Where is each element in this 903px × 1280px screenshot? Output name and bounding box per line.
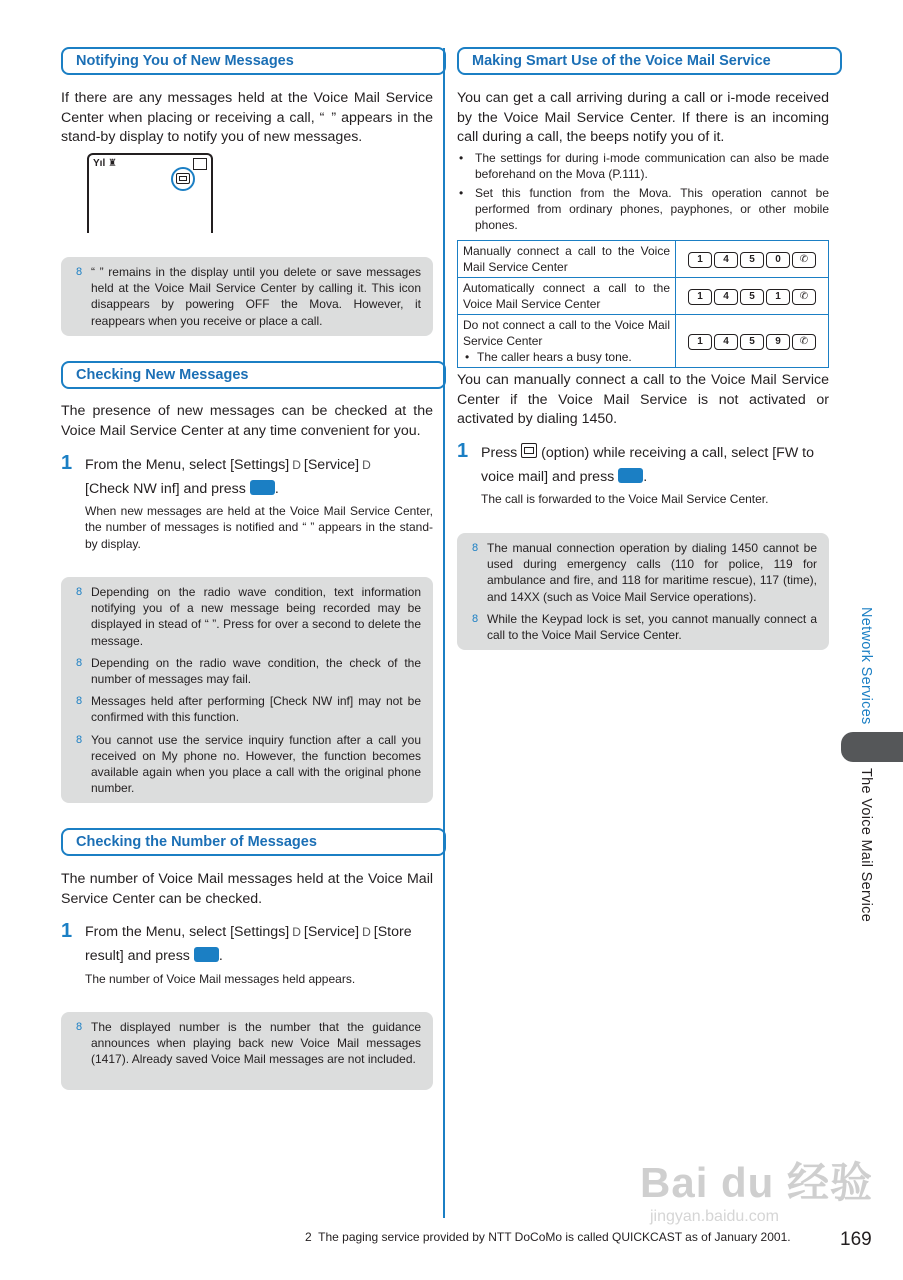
baidu-watermark-logo: Bai du 经验 — [640, 1159, 874, 1206]
call-key-icon: ✆ — [792, 334, 816, 350]
side-label-chapter: The Voice Mail Service — [858, 768, 874, 923]
key-1: 1 — [688, 252, 712, 268]
key-1: 1 — [688, 289, 712, 305]
arrow-icon: D — [362, 458, 371, 472]
notifying-body: If there are any messages held at the Voice Mail Service Center when placing or receiving a call, “ ” appears in the stand-by display to notify you of new messages. — [61, 90, 433, 146]
table-row — [458, 315, 829, 368]
note-item: 8 Depending on the radio wave condition, text information notifying you of a new message being recorded may be displayed in stead of “ ”. Press for over a second to delete the message. — [76, 585, 421, 648]
step-number: 1 — [457, 440, 469, 462]
table-cell-keys — [676, 278, 829, 315]
table-cell-keys — [676, 315, 829, 368]
note-item: 8 You cannot use the service inquiry function after a call you received on My phone no. However, the function becomes available again when you place a call with the original phone number. — [76, 732, 421, 796]
note-marker-icon: 8 — [76, 1021, 83, 1033]
table-row — [458, 241, 829, 278]
table-cell-keys — [676, 241, 829, 278]
note-marker-icon: 8 — [76, 266, 83, 278]
note-box-checking-new — [61, 577, 433, 803]
table-cell-label: Do not connect a call to the Voice Mail Service Center • The caller hears a busy tone. — [458, 315, 676, 368]
call-key-icon: ✆ — [792, 252, 816, 268]
step-note: The call is forwarded to the Voice Mail Service Center. — [481, 492, 769, 506]
key-0: 0 — [766, 252, 790, 268]
footnote — [305, 1230, 791, 1244]
bullet-item: • Set this function from the Mova. This operation cannot be performed from ordinary phones, payphones, or other mobile phones. — [459, 186, 829, 233]
step-instruction: From the Menu, select [Settings] D [Service] D [Check NW inf] and press . — [85, 454, 433, 501]
bullet-icon: • — [459, 186, 464, 200]
section-heading-smart-use: Making Smart Use of the Voice Mail Service — [457, 47, 842, 75]
step-note: When new messages are held at the Voice Mail Service Center, the number of messages is notified and “ ” appears in the stand-by display. — [85, 504, 433, 551]
standby-display-illustration — [87, 153, 213, 233]
note-box-notifying — [61, 257, 433, 336]
step-instruction: From the Menu, select [Settings] D [Service] D [Store result] and press . — [85, 924, 412, 964]
section-heading-checking-new: Checking New Messages — [61, 361, 446, 389]
note-marker-icon: 8 — [76, 586, 83, 598]
manual-connect-body: You can manually connect a call to the Voice Mail Service Center if the Voice Mail Service is not activated or activated by dialing 1450. — [457, 372, 829, 428]
select-key-icon — [250, 480, 275, 495]
key-1: 1 — [688, 334, 712, 350]
table-cell-label: Manually connect a call to the Voice Mail Service Center — [458, 241, 676, 278]
message-icon — [176, 173, 190, 184]
settings-table — [457, 240, 829, 368]
note-item: 8 Depending on the radio wave condition, the check of the number of messages may fail. — [76, 655, 421, 687]
select-key-icon — [618, 468, 643, 483]
note-marker-icon: 8 — [76, 733, 83, 746]
baidu-watermark-url: jingyan.baidu.com — [650, 1208, 779, 1225]
table-row — [458, 278, 829, 315]
arrow-icon: D — [292, 458, 301, 472]
note-item: 8 The displayed number is the number that the guidance announces when playing back new Voice Mail messages (1417). Already saved Voice Mail messages are not included. — [76, 1020, 421, 1067]
note-item: 8 The manual connection operation by dialing 1450 cannot be used during emergency calls (110 for police, 119 for ambulance and fire, and 118 for maritime rescue), 117 (time), and 14XX (such as Voice Mail Service operations). — [472, 541, 817, 604]
key-4: 4 — [714, 252, 738, 268]
column-divider — [443, 48, 445, 1218]
key-4: 4 — [714, 289, 738, 305]
step-note: The number of Voice Mail messages held appears. — [85, 972, 356, 986]
select-key-icon — [194, 947, 219, 962]
step-number: 1 — [61, 920, 73, 942]
bullet-item: • The settings for during i-mode communication can also be made beforehand on the Mova (P.111). — [459, 151, 829, 182]
key-5: 5 — [740, 289, 764, 305]
note-marker-icon: 8 — [76, 656, 83, 669]
step-instruction: Press (option) while receiving a call, select [FW to voice mail] and press . — [481, 445, 814, 485]
note-item: 8 “ ” remains in the display until you delete or save messages held at the Voice Mail Service Center by calling it. This icon disappears by powering OFF the Mova. However, it reappears when you receive or place a call. — [76, 265, 421, 328]
footnote-text: The paging service provided by NTT DoCoMo is called QUICKCAST as of January 2001. — [318, 1230, 791, 1244]
note-marker-icon: 8 — [472, 542, 479, 554]
key-1: 1 — [766, 289, 790, 305]
table-cell-label: Automatically connect a call to the Voice Mail Service Center — [458, 278, 676, 315]
footnote-mark: 2 — [305, 1230, 312, 1244]
section-heading-notifying: Notifying You of New Messages — [61, 47, 446, 75]
smart-use-body: You can get a call arriving during a call or i-mode received by the Voice Mail Service Center. If there is an incoming call during a call, the beeps notify you of it. — [457, 90, 829, 146]
sub-bullet: • The caller hears a busy tone. — [463, 349, 670, 365]
note-item: 8 Messages held after performing [Check NW inf] may not be confirmed with this function. — [76, 694, 421, 725]
number-body: The number of Voice Mail messages held at the Voice Mail Service Center can be checked. — [61, 871, 433, 907]
battery-icon — [193, 158, 207, 170]
chapter-tab — [841, 732, 903, 762]
key-5: 5 — [740, 334, 764, 350]
key-9: 9 — [766, 334, 790, 350]
note-box-manual — [457, 533, 829, 650]
checking-new-body: The presence of new messages can be checked at the Voice Mail Service Center at any time convenient for you. — [61, 403, 433, 439]
signal-icon: Yıl ♜ — [93, 158, 117, 169]
arrow-icon: D — [362, 925, 371, 939]
side-label-network-services: Network Services — [858, 607, 874, 725]
arrow-icon: D — [292, 925, 301, 939]
note-item: 8 While the Keypad lock is set, you cannot manually connect a call to the Voice Mail Service Center. — [472, 611, 817, 643]
step-number: 1 — [61, 452, 73, 474]
note-box-number — [61, 1012, 433, 1090]
call-key-icon: ✆ — [792, 289, 816, 305]
note-marker-icon: 8 — [472, 612, 479, 625]
key-5: 5 — [740, 252, 764, 268]
key-4: 4 — [714, 334, 738, 350]
option-key-icon — [521, 443, 537, 458]
page-number: 169 — [840, 1229, 872, 1250]
bullet-icon: • — [459, 151, 464, 165]
section-heading-number: Checking the Number of Messages — [61, 828, 446, 856]
note-marker-icon: 8 — [76, 695, 83, 708]
voice-mail-indicator — [171, 167, 195, 191]
